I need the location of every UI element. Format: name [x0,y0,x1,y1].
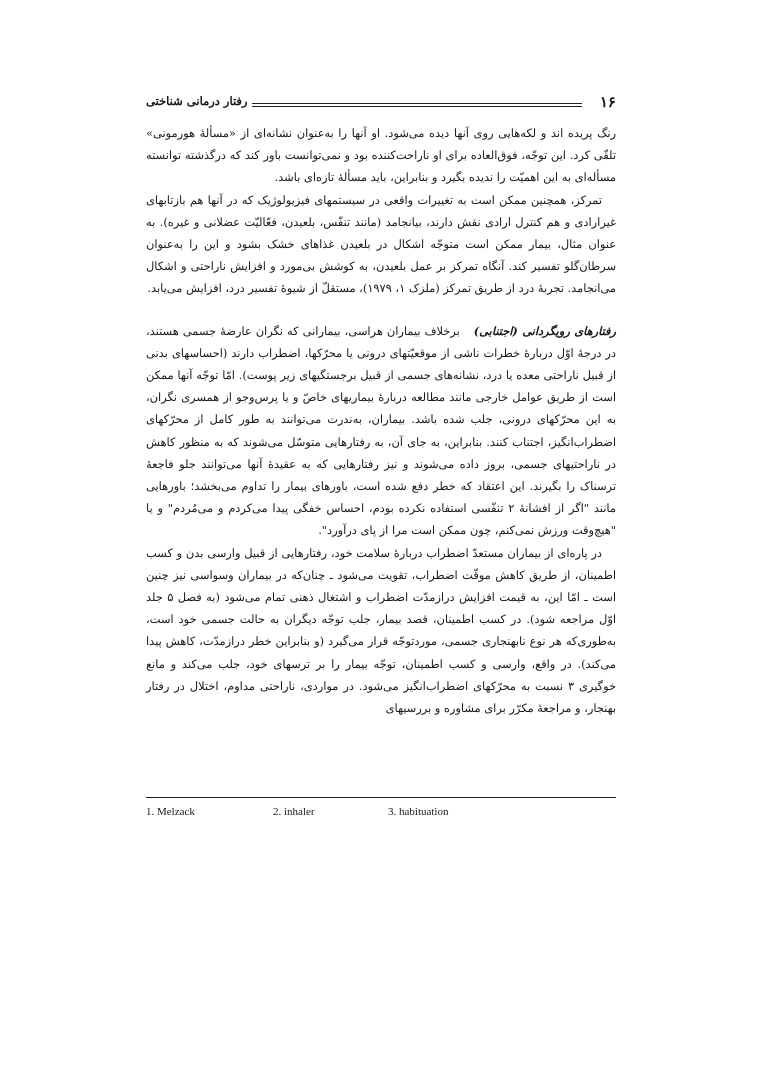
paragraph-text: رنگ پریده اند و لکه‌هایی روی آنها دیده می‌شود. او آنها را به‌عنوان نشانه‌ای از «مسألهٔ هورمونی» تلقّی کرد. این توجّه، فوق‌العاده برای او ناراحت‌کننده بود و نمی‌توانست باور کند که درگذشته توانسته مسأله‌ای به این اهمیّت را ندیده بگیرد و بنابراین، باید مسألهٔ تازه‌ای باشد. [146,126,616,185]
running-title: رفتار درمانی شناختی [146,94,248,108]
footnote: 3. habituation [388,806,449,818]
section-title: رفتارهای رویگردانی (اجتنابی) [473,323,616,338]
page-header [146,93,616,115]
header-rule [252,103,582,107]
paragraph [146,189,616,300]
paragraph-text: تمرکز، همچنین ممکن است به تغییرات واقعی در سیستمهای فیزیولوژیک که در آنها هم بازتابهای غیرارادی و هم کنترل ارادی نقش دارند، بیانجامد (مانند تنفّس، بلعیدن، فعّالیّت عضلانی و غیره). به عنوان مثال، بیمار ممکن است متوجّه اشکال در بلعیدن غذاهای خشک بشود و این را به‌عنوان سرطان‌گلو تفسیر کند. آنگاه تمرکز بر عمل بلعیدن، به کوشش بی‌مورد و افزایش ناراحتی و اشکال می‌انجامد. تجربهٔ درد از طریق تمرکز (ملزک ۱، ۱۹۷۹)، مستقلّ از شیوهٔ تفسیر درد، افزایش می‌یابد. [146,192,616,296]
page-number: ۱۶ [599,93,616,111]
paragraph [146,542,616,720]
paragraph [146,320,616,542]
footnote: 2. inhaler [273,806,315,818]
footnote: 1. Melzack [146,806,195,818]
body-text [146,122,616,719]
paragraph-text: در پاره‌ای از بیماران مستعدّ اضطراب دربارهٔ سلامت خود، رفتارهایی از قبیل وارسی بدن و کسب اطمینان، از طریق کاهش موقّت اضطراب، تقویت می‌شود ـ چنان‌که در بیماران وسواسی نیز چنین است ـ امّا این، به قیمت افزایش درازمدّت اضطراب و اشتغال ذهنی تمام می‌شود (به فصل ۵ جلد اوّل مراجعه شود). در کسب اطمینان، قصد بیمار، جلب توجّه دیگران به حالت جسمی خود است، به‌طوری‌که هر نوع نابهنجاری جسمی، موردتوجّه قرار می‌گیرد (و بنابراین خطر درازمدّت، کاهش پیدا می‌کند). در واقع، وارسی و کسب اطمینان، توجّه بیمار را بر ترسهای خود، جلب می‌کند و مانع خوگیری ۳ نسبت به محرّکهای اضطراب‌انگیز می‌شود. در مواردی، ناراحتی مداوم، اختلال در رفتار بهنجار، و مراجعهٔ مکرّر برای مشاوره و بررسیهای [146,545,616,716]
paragraph-text: برخلاف بیماران هراسی، بیمارانی که نگران عارضهٔ جسمی هستند، در درجهٔ اوّل دربارهٔ خطرات ناشی از موقعیّتهای درونی یا محرّکها، اضطراب دارند (احساسهای بدنی از قبیل ناراحتی معده یا درد، نشانه‌های جسمی از قبیل برجستگیهای زیر پوست). امّا توجّه آنها ممکن است از طریق عوامل خارجی مانند مطالعه دربارهٔ بیماریهای خاصّ و یا پرس‌وجو از همسری نگران، به این محرّکهای درونی، جلب شده باشد. بیماران، به‌ندرت می‌توانند به طور کامل از محرّکهای اضطراب‌انگیز، اجتناب کنند. بنابراین، به جای آن، به رفتارهایی متوسّل می‌شوند که به منظور کاهش در ناراحتیهای جسمی، بروز داده می‌شوند و نیز رفتارهایی که به عقیدهٔ آنها می‌توانند جلو فاجعهٔ ترسناک را بگیرند. این اعتقاد که خطر دفع شده است، باورهای بیمار را تداوم می‌بخشد؛ باورهایی مانند "اگر از افشانهٔ ۲ تنفّسی استفاده نکرده بودم، احساس خفگی پیدا می‌کردم و می‌مُردم" و یا "هیچ‌وقت ورزش نمی‌کنم، چون ممکن است مرا از پای درآورد". [146,323,616,538]
footnote-rule [146,797,616,798]
paragraph [146,122,616,189]
